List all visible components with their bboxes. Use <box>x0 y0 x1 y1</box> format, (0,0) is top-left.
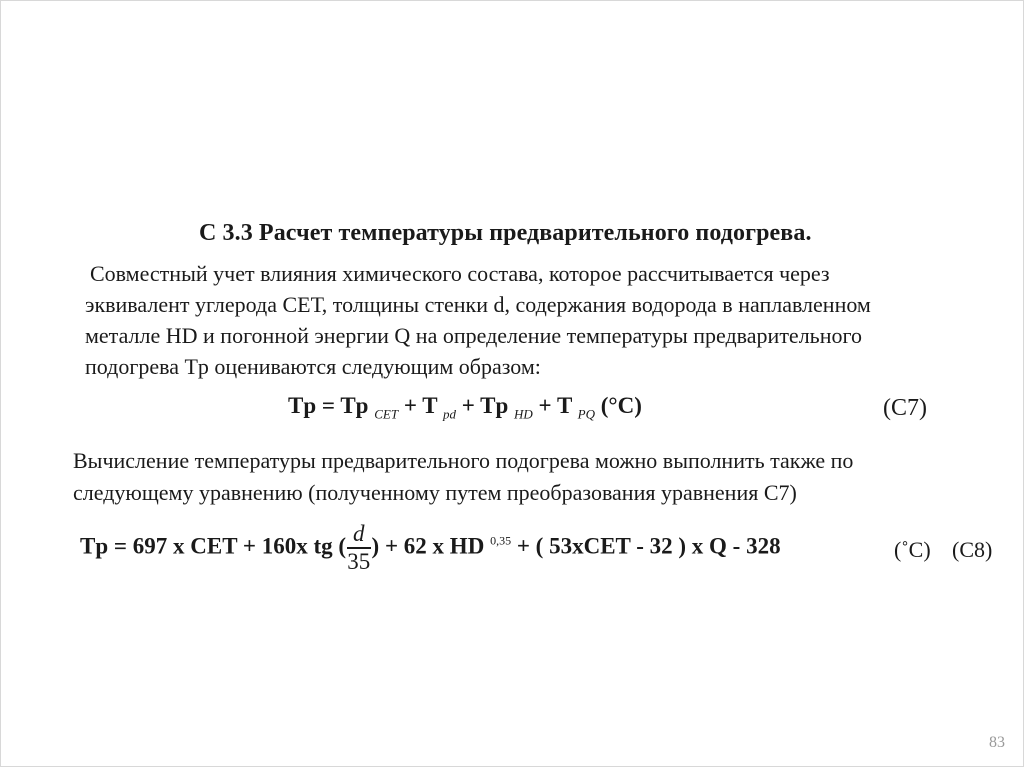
unit-label-c8: (˚C) <box>894 537 931 562</box>
paragraph-line: подогрева Tp оцениваются следующим образом: <box>85 354 541 379</box>
formula-text: ) + 62 x HD <box>371 533 491 559</box>
subscript-pd: pd <box>442 406 456 422</box>
equation-label-c8: (C8) <box>952 537 993 562</box>
formula-text: Tp = Tp <box>288 393 375 418</box>
formula-text: Tp = 697 x CET + 160x tg ( <box>80 533 347 559</box>
fraction-numerator: d <box>347 521 371 549</box>
paragraph-line: эквивалент углерода СЕТ, толщины стенки d, содержания водорода в наплавленном <box>85 292 871 317</box>
fraction-denominator: 35 <box>347 549 371 574</box>
formula-text: + T <box>398 393 443 418</box>
formula-text: (°C) <box>595 393 642 418</box>
intro-paragraph <box>85 258 965 382</box>
paragraph-line: металле HD и погонной энергии Q на определение температуры предварительного <box>85 323 862 348</box>
paragraph-line: следующему уравнению (полученному путем преобразования уравнения С7) <box>73 480 797 505</box>
exponent: 0,35 <box>490 533 512 548</box>
equation-label-c7: (C7) <box>883 395 927 421</box>
fraction <box>347 521 371 575</box>
page-number: 83 <box>989 734 1005 751</box>
second-paragraph <box>73 445 973 509</box>
formula-text: + T <box>532 393 578 418</box>
formula-text: + ( 53xCET - 32 ) x Q - 328 <box>511 533 781 559</box>
subscript-cet: CET <box>374 406 399 422</box>
formula-c7 <box>288 393 642 423</box>
paragraph-line: Совместный учет влияния химического состава, которое рассчитывается через <box>90 261 830 286</box>
formula-text: + Tp <box>455 393 515 418</box>
subscript-hd: HD <box>514 406 533 422</box>
subscript-pq: PQ <box>577 406 596 422</box>
section-heading: С 3.3 Расчет температуры предварительного подогрева. <box>199 220 812 246</box>
formula-c8 <box>80 521 781 575</box>
paragraph-line: Вычисление температуры предварительного подогрева можно выполнить также по <box>73 448 854 473</box>
